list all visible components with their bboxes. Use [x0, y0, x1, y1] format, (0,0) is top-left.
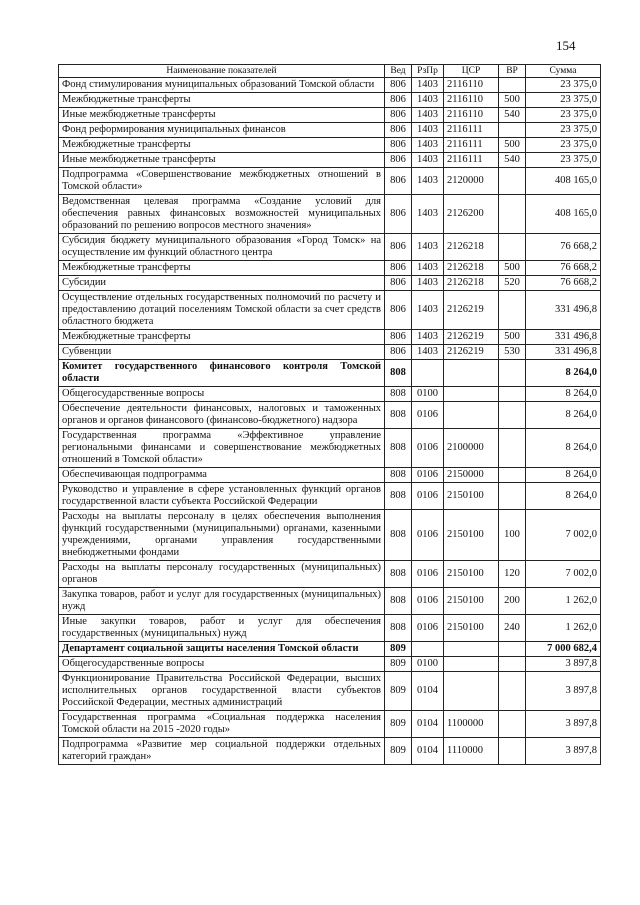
cell-csr: 2116111 [444, 123, 499, 138]
cell-sum: 408 165,0 [526, 168, 601, 195]
cell-ved: 806 [385, 345, 412, 360]
page-number: 154 [556, 38, 576, 53]
table-row [59, 168, 601, 195]
table-row [59, 123, 601, 138]
cell-name: Субсидия бюджету муниципального образования «Город Томск» на осуществление им функций областного центра [59, 234, 385, 261]
cell-csr: 2150100 [444, 588, 499, 615]
cell-sum: 1 262,0 [526, 615, 601, 642]
column-header-csr: ЦСР [444, 65, 499, 78]
table-row [59, 138, 601, 153]
cell-csr [444, 657, 499, 672]
cell-ved: 809 [385, 738, 412, 765]
cell-rzpr: 1403 [412, 168, 444, 195]
cell-vr: 200 [499, 588, 526, 615]
cell-csr: 2126219 [444, 291, 499, 330]
cell-vr [499, 387, 526, 402]
cell-name: Расходы на выплаты персоналу государственных (муниципальных) органов [59, 561, 385, 588]
cell-ved: 808 [385, 483, 412, 510]
cell-rzpr: 0106 [412, 483, 444, 510]
cell-ved: 808 [385, 387, 412, 402]
cell-rzpr: 1403 [412, 123, 444, 138]
cell-rzpr: 1403 [412, 195, 444, 234]
cell-vr: 500 [499, 261, 526, 276]
cell-csr: 2150100 [444, 510, 499, 561]
cell-name: Фонд реформирования муниципальных финансов [59, 123, 385, 138]
column-header-ved: Вед [385, 65, 412, 78]
table-row [59, 276, 601, 291]
cell-vr: 540 [499, 153, 526, 168]
cell-rzpr: 1403 [412, 108, 444, 123]
cell-csr [444, 672, 499, 711]
cell-rzpr: 0104 [412, 711, 444, 738]
cell-rzpr: 0104 [412, 738, 444, 765]
cell-csr: 1110000 [444, 738, 499, 765]
cell-sum: 23 375,0 [526, 78, 601, 93]
cell-sum: 3 897,8 [526, 711, 601, 738]
cell-vr [499, 123, 526, 138]
cell-sum: 23 375,0 [526, 108, 601, 123]
cell-sum: 7 000 682,4 [526, 642, 601, 657]
cell-csr: 2116111 [444, 153, 499, 168]
table-row [59, 261, 601, 276]
cell-csr: 2116111 [444, 138, 499, 153]
cell-name: Государственная программа «Эффективное управление региональными финансами и совершенствование межбюджетных отношений в Томской области» [59, 429, 385, 468]
cell-vr [499, 711, 526, 738]
table-row [59, 234, 601, 261]
cell-ved: 809 [385, 642, 412, 657]
table-row [59, 387, 601, 402]
cell-rzpr: 0106 [412, 468, 444, 483]
cell-vr [499, 195, 526, 234]
cell-rzpr: 0100 [412, 657, 444, 672]
column-header-name: Наименование показателей [59, 65, 385, 78]
cell-sum: 331 496,8 [526, 345, 601, 360]
cell-sum: 1 262,0 [526, 588, 601, 615]
cell-vr: 530 [499, 345, 526, 360]
cell-rzpr: 0100 [412, 387, 444, 402]
cell-ved: 806 [385, 195, 412, 234]
cell-name: Закупка товаров, работ и услуг для государственных (муниципальных) нужд [59, 588, 385, 615]
table-row [59, 483, 601, 510]
cell-sum: 7 002,0 [526, 561, 601, 588]
cell-sum: 8 264,0 [526, 402, 601, 429]
cell-sum: 23 375,0 [526, 153, 601, 168]
table-row [59, 402, 601, 429]
cell-name: Департамент социальной защиты населения Томской области [59, 642, 385, 657]
cell-rzpr: 1403 [412, 261, 444, 276]
cell-rzpr: 0106 [412, 588, 444, 615]
cell-ved: 806 [385, 291, 412, 330]
cell-name: Расходы на выплаты персоналу в целях обеспечения выполнения функций государственными (муниципальными) органами, казенными учреждениями, органами управления государственными внебюджетными фондами [59, 510, 385, 561]
cell-ved: 806 [385, 93, 412, 108]
cell-sum: 76 668,2 [526, 234, 601, 261]
cell-ved: 806 [385, 168, 412, 195]
cell-ved: 808 [385, 561, 412, 588]
cell-sum: 76 668,2 [526, 261, 601, 276]
cell-vr [499, 429, 526, 468]
cell-ved: 806 [385, 261, 412, 276]
table-row [59, 468, 601, 483]
cell-ved: 806 [385, 123, 412, 138]
table-row [59, 108, 601, 123]
cell-vr: 100 [499, 510, 526, 561]
cell-rzpr: 1403 [412, 276, 444, 291]
table-row [59, 561, 601, 588]
cell-name: Общегосударственные вопросы [59, 387, 385, 402]
table-row [59, 429, 601, 468]
cell-name: Общегосударственные вопросы [59, 657, 385, 672]
cell-rzpr: 1403 [412, 234, 444, 261]
cell-ved: 806 [385, 138, 412, 153]
budget-table [58, 64, 601, 765]
cell-rzpr: 0106 [412, 510, 444, 561]
cell-vr: 520 [499, 276, 526, 291]
cell-ved: 808 [385, 510, 412, 561]
cell-name: Субвенции [59, 345, 385, 360]
cell-rzpr: 0106 [412, 402, 444, 429]
cell-csr: 2116110 [444, 93, 499, 108]
cell-csr [444, 360, 499, 387]
cell-sum: 3 897,8 [526, 657, 601, 672]
cell-rzpr: 1403 [412, 153, 444, 168]
cell-rzpr: 0106 [412, 429, 444, 468]
table-row [59, 588, 601, 615]
cell-sum: 7 002,0 [526, 510, 601, 561]
cell-sum: 8 264,0 [526, 468, 601, 483]
cell-vr [499, 168, 526, 195]
cell-vr [499, 672, 526, 711]
cell-sum: 8 264,0 [526, 360, 601, 387]
cell-csr: 2126200 [444, 195, 499, 234]
cell-ved: 808 [385, 468, 412, 483]
table-row [59, 93, 601, 108]
cell-csr [444, 402, 499, 429]
cell-rzpr: 0106 [412, 561, 444, 588]
cell-vr [499, 291, 526, 330]
cell-vr: 120 [499, 561, 526, 588]
cell-csr [444, 387, 499, 402]
cell-rzpr: 1403 [412, 330, 444, 345]
cell-ved: 809 [385, 672, 412, 711]
cell-sum: 76 668,2 [526, 276, 601, 291]
cell-rzpr [412, 642, 444, 657]
cell-sum: 3 897,8 [526, 672, 601, 711]
cell-name: Иные межбюджетные трансферты [59, 108, 385, 123]
cell-csr: 2150000 [444, 468, 499, 483]
table-row [59, 153, 601, 168]
cell-name: Межбюджетные трансферты [59, 261, 385, 276]
cell-ved: 806 [385, 276, 412, 291]
cell-csr: 2116110 [444, 108, 499, 123]
cell-name: Межбюджетные трансферты [59, 93, 385, 108]
table-row [59, 78, 601, 93]
cell-sum: 23 375,0 [526, 123, 601, 138]
cell-ved: 806 [385, 153, 412, 168]
cell-name: Иные закупки товаров, работ и услуг для обеспечения государственных (муниципальных) нужд [59, 615, 385, 642]
cell-vr [499, 78, 526, 93]
cell-csr: 2126219 [444, 330, 499, 345]
cell-csr: 2120000 [444, 168, 499, 195]
cell-csr: 2126218 [444, 276, 499, 291]
table-row [59, 615, 601, 642]
cell-ved: 806 [385, 108, 412, 123]
cell-name: Иные межбюджетные трансферты [59, 153, 385, 168]
cell-sum: 331 496,8 [526, 330, 601, 345]
cell-name: Обеспечение деятельности финансовых, налоговых и таможенных органов и органов финансового (финансово-бюджетного) надзора [59, 402, 385, 429]
cell-name: Межбюджетные трансферты [59, 330, 385, 345]
cell-rzpr: 1403 [412, 78, 444, 93]
cell-rzpr: 1403 [412, 291, 444, 330]
cell-sum: 3 897,8 [526, 738, 601, 765]
cell-vr [499, 468, 526, 483]
cell-sum: 8 264,0 [526, 387, 601, 402]
cell-csr: 2150100 [444, 561, 499, 588]
cell-ved: 808 [385, 429, 412, 468]
table-row [59, 330, 601, 345]
cell-csr: 2100000 [444, 429, 499, 468]
cell-ved: 808 [385, 615, 412, 642]
cell-sum: 408 165,0 [526, 195, 601, 234]
cell-name: Ведомственная целевая программа «Создание условий для обеспечения равных финансовых возможностей муниципальных образований по решению вопросов местного значения» [59, 195, 385, 234]
cell-csr: 2116110 [444, 78, 499, 93]
cell-rzpr: 0104 [412, 672, 444, 711]
cell-vr [499, 360, 526, 387]
cell-vr [499, 738, 526, 765]
cell-name: Функционирование Правительства Российской Федерации, высших исполнительных органов государственной власти субъектов Российской Федерации, местных администраций [59, 672, 385, 711]
cell-name: Субсидии [59, 276, 385, 291]
table-row [59, 738, 601, 765]
cell-vr: 500 [499, 138, 526, 153]
cell-csr: 2150100 [444, 483, 499, 510]
cell-name: Руководство и управление в сфере установленных функций органов государственной власти субъекта Российской Федерации [59, 483, 385, 510]
table-body [59, 78, 601, 765]
table-row [59, 360, 601, 387]
cell-rzpr: 0106 [412, 615, 444, 642]
cell-name: Подпрограмма «Совершенствование межбюджетных отношений в Томской области» [59, 168, 385, 195]
cell-vr [499, 402, 526, 429]
cell-sum: 331 496,8 [526, 291, 601, 330]
table-row [59, 711, 601, 738]
cell-csr: 2126218 [444, 261, 499, 276]
cell-name: Осуществление отдельных государственных полномочий по расчету и предоставлению дотаций поселениям Томской области за счет средств областного бюджета [59, 291, 385, 330]
table-row [59, 642, 601, 657]
cell-csr: 2150100 [444, 615, 499, 642]
table-row [59, 657, 601, 672]
cell-rzpr: 1403 [412, 138, 444, 153]
cell-vr: 500 [499, 330, 526, 345]
cell-rzpr: 1403 [412, 345, 444, 360]
cell-csr: 1100000 [444, 711, 499, 738]
cell-ved: 806 [385, 234, 412, 261]
cell-csr: 2126218 [444, 234, 499, 261]
table-row [59, 672, 601, 711]
table-header-row [59, 65, 601, 78]
cell-ved: 806 [385, 330, 412, 345]
cell-ved: 808 [385, 402, 412, 429]
cell-ved: 809 [385, 711, 412, 738]
cell-name: Обеспечивающая подпрограмма [59, 468, 385, 483]
cell-ved: 806 [385, 78, 412, 93]
cell-vr: 240 [499, 615, 526, 642]
cell-sum: 23 375,0 [526, 138, 601, 153]
cell-vr [499, 483, 526, 510]
cell-vr: 500 [499, 93, 526, 108]
cell-rzpr: 1403 [412, 93, 444, 108]
cell-ved: 808 [385, 588, 412, 615]
cell-name: Государственная программа «Социальная поддержка населения Томской области на 2015 -2020 годы» [59, 711, 385, 738]
cell-ved: 809 [385, 657, 412, 672]
cell-sum: 23 375,0 [526, 93, 601, 108]
cell-ved: 808 [385, 360, 412, 387]
cell-csr: 2126219 [444, 345, 499, 360]
table-row [59, 510, 601, 561]
cell-name: Комитет государственного финансового контроля Томской области [59, 360, 385, 387]
cell-name: Подпрограмма «Развитие мер социальной поддержки отдельных категорий граждан» [59, 738, 385, 765]
table-row [59, 195, 601, 234]
cell-vr [499, 657, 526, 672]
cell-vr [499, 642, 526, 657]
cell-vr [499, 234, 526, 261]
table-row [59, 291, 601, 330]
column-header-vr: ВР [499, 65, 526, 78]
cell-vr: 540 [499, 108, 526, 123]
cell-name: Межбюджетные трансферты [59, 138, 385, 153]
cell-rzpr [412, 360, 444, 387]
cell-name: Фонд стимулирования муниципальных образований Томской области [59, 78, 385, 93]
cell-sum: 8 264,0 [526, 483, 601, 510]
column-header-rzpr: РзПр [412, 65, 444, 78]
cell-csr [444, 642, 499, 657]
cell-sum: 8 264,0 [526, 429, 601, 468]
column-header-sum: Сумма [526, 65, 601, 78]
table-row [59, 345, 601, 360]
